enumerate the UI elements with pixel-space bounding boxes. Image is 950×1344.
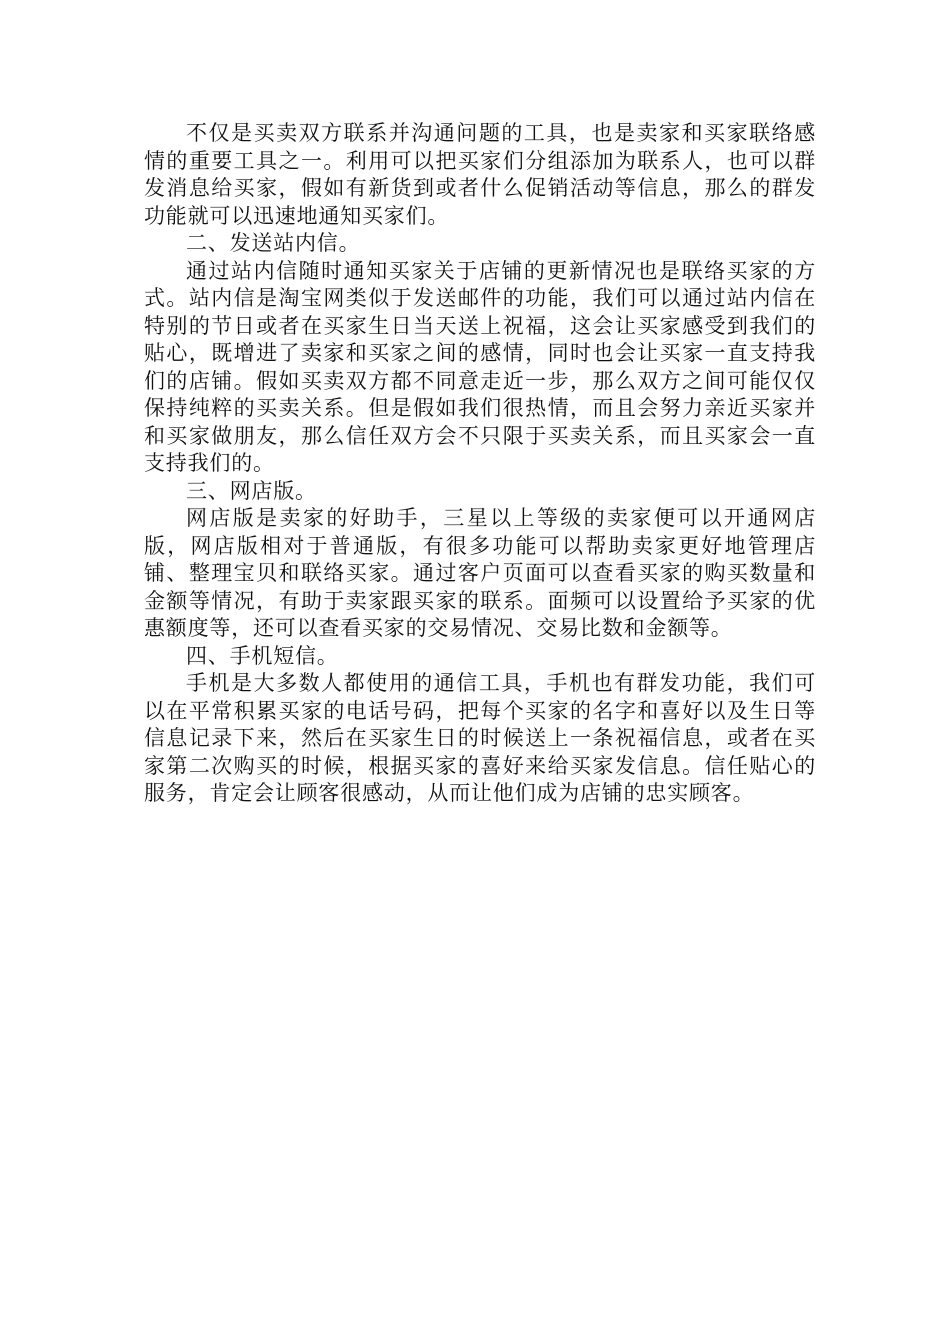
section-heading-site-message: 二、发送站内信。: [186, 231, 361, 255]
paragraph-intro: 不仅是买卖双方联系并沟通问题的工具，也是卖家和买家联络感情的重要工具之一。利用可以把买家们分组添加为联系人，也可以群发消息给买家，假如有新货到或者什么促销活动等信息，那么的群发功能就可以迅速地通知买家们。: [144, 121, 816, 228]
section-heading-sms: 四、手机短信。: [186, 643, 339, 668]
paragraph-sms: 手机是大多数人都使用的通信工具，手机也有群发功能，我们可以在平常积累买家的电话号码，把每个买家的名字和喜好以及生日等信息记录下来，然后在买家生日的时候送上一条祝福信息，或者在买家第二次购买的时候，根据买家的喜好来给买家发信息。信任贴心的服务，肯定会让顾客很感动，从而让他们成为店铺的忠实顾客。: [144, 671, 816, 805]
section-heading-shop-edition: 三、网店版。: [186, 478, 317, 503]
document-body: [144, 120, 816, 808]
paragraph-site-message: 通过站内信随时通知买家关于店铺的更新情况也是联络买家的方式。站内信是淘宝网类似于发送邮件的功能，我们可以通过站内信在特别的节日或者在买家生日当天送上祝福，这会让买家感受到我们的贴心，既增进了卖家和买家之间的感情，同时也会让买家一直支持我们的店铺。假如买卖双方都不同意走近一步，那么双方之间可能仅仅保持纯粹的买卖关系。但是假如我们很热情，而且会努力亲近买家并和买家做朋友，那么信任双方会不只限于买卖关系，而且买家会一直支持我们的。: [144, 258, 816, 475]
paragraph-shop-edition: 网店版是卖家的好助手，三星以上等级的卖家便可以开通网店版，网店版相对于普通版，有很多功能可以帮助卖家更好地管理店铺、整理宝贝和联络买家。通过客户页面可以查看买家的购买数量和金额等情况，有助于卖家跟买家的联系。面频可以设置给予买家的优惠额度等，还可以查看买家的交易情况、交易比数和金额等。: [144, 506, 816, 640]
